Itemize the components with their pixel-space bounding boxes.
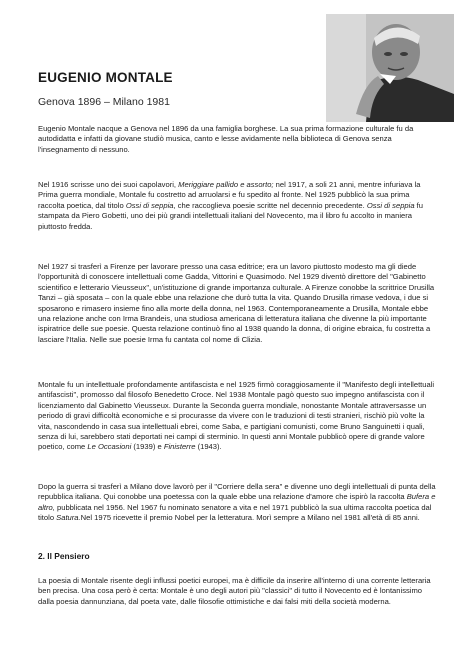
page-title: EUGENIO MONTALE xyxy=(38,70,173,85)
italic-title: Finisterre xyxy=(163,442,196,452)
author-portrait-photo xyxy=(326,14,454,122)
text-run: Nel 1975 ricevette il premio Nobel per la letteratura. Morì sempre a Milano nel 1981 all'età di 85 anni. xyxy=(80,513,420,523)
portrait-illustration xyxy=(326,14,454,122)
paragraph-antifascism xyxy=(38,380,438,453)
text-run: Montale fu un intellettuale profondamente antifascista e nel 1925 firmò coraggiosamente il "Manifesto degli intellettuali antifascisti", promosso dal filosofo Benedetto Croce. Nel 1938 Montale pagò questo suo impegno antifascista con il licenziamento dal Gabinetto Vieusseux. Durante la Seconda guerra mondiale, nonostante Montale attraversasse un periodo di gravi difficoltà economiche e si procurasse da vivere con le traduzioni di testi stranieri, rischiò più volte la vita, nascondendo in casa sua intellettuali ebrei, come Saba, e partigiani comunisti, come Bruno Sanguinetti i quali, senza di lui, sarebbero stati deportati nei campi di sterminio. In questi anni Montale pubblicò opere di grande valore poetico, come xyxy=(38,380,435,452)
paragraph-florence-years: Nel 1927 si trasferì a Firenze per lavorare presso una casa editrice; era un lavoro piuttosto modesto ma gli diede l'opportunità di conoscere intellettuali come Gadda, Vittorini e Quasimodo. Nel 1929 diventò direttore del "Gabinetto scientifico e letterario Vieusseux", un'istituzione di grande importanza culturale. A Firenze conobbe la scrittrice Drusilla Tanzi – già sposata – con la quale ebbe una relazione che durò tutta la vita. Quando Drusilla rimase vedova, i due si sposarono e rimasero insieme fino alla morte della donna, nel 1963. Contemporaneamente a Drusilla, Montale ebbe una relazione anche con Irma Brandeis, una studiosa americana di letteratura italiana che divenne la più importante ispiratrice delle sue poesie. Questa relazione continuò fino al 1938 quando la donna, di origine ebraica, fu costretta a lasciare l'Italia. Nelle sue poesie Irma fu cantata col nome di Clizia. xyxy=(38,262,435,344)
italic-title: Bufera e altro, xyxy=(38,492,436,512)
text-run: , che raccoglieva poesie scritte nel decennio precedente. xyxy=(173,200,367,210)
text-run: Dopo la guerra si trasferì a Milano dove lavorò per il "Corriere della sera" e divenne uno degli intellettuali di punta della repubblica italiana. Qui conobbe una poetessa con la quale ebbe una relazione d'amore che ispirò la raccolta xyxy=(38,482,436,502)
text-run: (1943). xyxy=(195,442,222,452)
text-run: nel 1917, a soli 21 anni, mentre infuriava la Prima guerra mondiale, Montale fu costretto ad arruolarsi e fu spedito al fronte. Nel 1925 pubblicò la sua prima raccolta poetica, dal titolo xyxy=(38,180,421,210)
life-dates-subtitle: Genova 1896 – Milano 1981 xyxy=(38,96,170,108)
paragraph-early-works xyxy=(38,180,438,232)
italic-title: Le Occasioni xyxy=(87,442,132,452)
text-run: Nel 1916 scrisse uno dei suoi capolavori, xyxy=(38,180,179,189)
italic-title: Ossi di seppia xyxy=(366,200,415,210)
italic-title: Satura. xyxy=(56,513,81,523)
paragraph-poetics: La poesia di Montale risente degli influssi poetici europei, ma è difficile da inserire all'interno di una corrente letteraria ben precisa. Una cosa però è certa: Montale è uno degli autori più "classici" di tutto il Novecento ed è lontanissimo dalla poesia dannunziana, dal poeta vate, dalle filosofie ottimistiche e dai falsi miti della società moderna. xyxy=(38,576,431,606)
text-run: fu stampata da Piero Gobetti, uno dei più grandi intellettuali italiani del Novecento, ma il libro fu accolto in maniera piuttosto fredda. xyxy=(38,200,424,231)
text-run: (1939) e xyxy=(131,442,164,452)
text-run: pubblicata nel 1956. Nel 1967 fu nominato senatore a vita e nel 1971 pubblicò la sua ultima raccolta poetica dal titolo xyxy=(38,502,432,523)
paragraph-biography-intro: Eugenio Montale nacque a Genova nel 1896 da una famiglia borghese. La sua prima formazione culturale fu da autodidatta e infatti da giovane studiò musica, canto e lesse avidamente nella biblioteca di Genova senza l'insegnamento di nessuno. xyxy=(38,124,414,154)
italic-title: Meriggiare pallido e assorto; xyxy=(178,180,274,189)
section-heading-pensiero: 2. Il Pensiero xyxy=(38,551,90,561)
italic-title: Ossi di seppia xyxy=(125,200,174,210)
paragraph-milan-years xyxy=(38,482,438,524)
